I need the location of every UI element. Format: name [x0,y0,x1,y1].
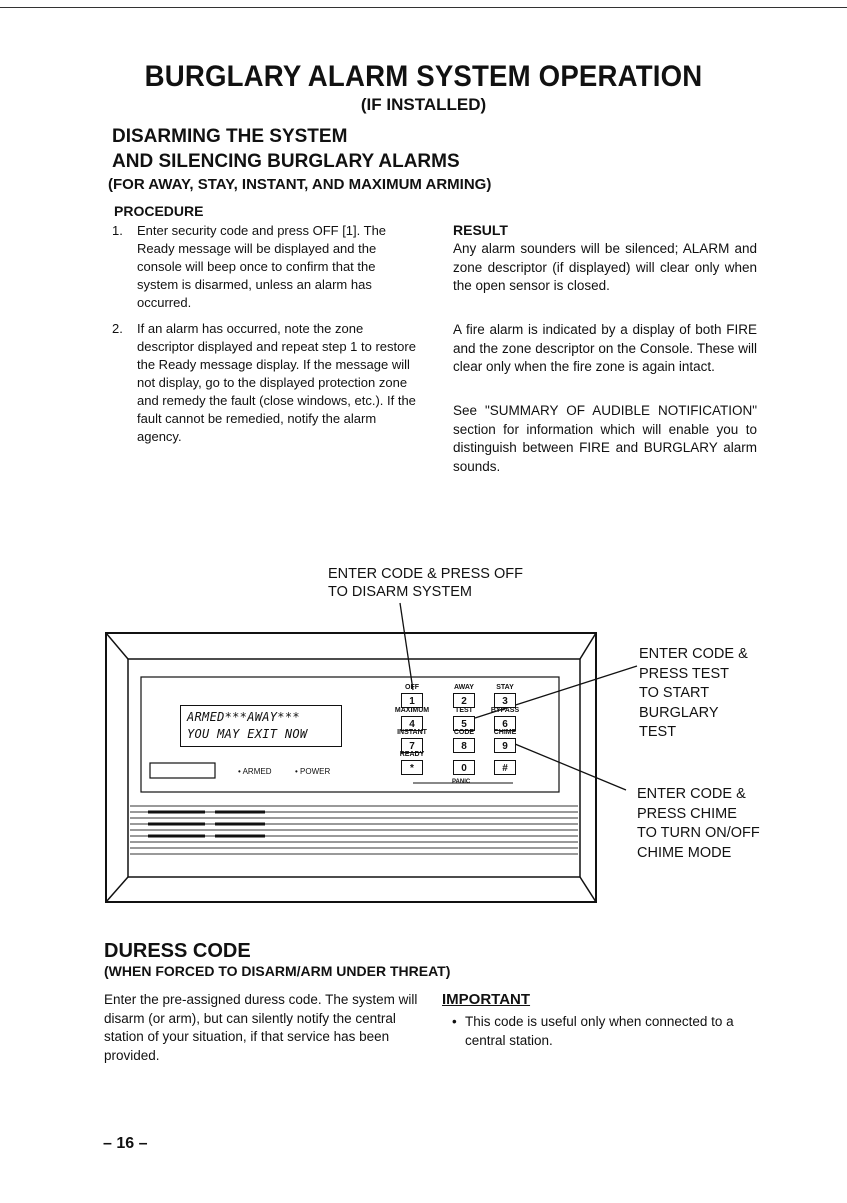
key-caption: CHIME [493,729,517,736]
callout-line: TEST [639,724,677,740]
important-bullet: • [452,1014,457,1029]
key-caption: CODE [453,729,475,736]
key-caption: STAY [496,684,514,691]
result-text: See "SUMMARY OF AUDIBLE NOTIFICATION" section for information which will enable you to distinguish between FIRE and BURGLARY alarm sounds. [453,403,757,474]
callout-off-line1: ENTER CODE & PRESS OFF [328,566,523,582]
page-number: – 16 – [103,1135,148,1152]
keypad-key[interactable]: 5 [453,716,475,731]
step-number: 2. [112,321,123,336]
important-label: IMPORTANT [442,991,531,1008]
duress-subheading: (WHEN FORCED TO DISARM/ARM UNDER THREAT) [104,963,451,979]
callout-line: ENTER CODE & [639,646,748,662]
keypad-key[interactable]: 0 [453,760,475,775]
result-text: A fire alarm is indicated by a display of both FIRE and the zone descriptor on the Console. These will clear only when the fire zone is again intact. [453,322,757,374]
keypad-key[interactable]: 2 [453,693,475,708]
keypad-key[interactable]: 1 [401,693,423,708]
power-indicator: • POWER [295,767,331,776]
key-caption: BYPASS [490,707,520,714]
keypad-key[interactable]: 9 [494,738,516,753]
key-caption: INSTANT [397,729,427,736]
callout-off-line2: TO DISARM SYSTEM [328,584,472,600]
step-text: Enter security code and press OFF [1]. The Ready message will be displayed and the console will beep once to confirm that the system is disarmed, unless an alarm has occurred. [137,223,387,310]
callout-line: TO START [639,685,710,701]
important-text: This code is useful only when connected to a central station. [465,1014,734,1048]
keypad-key[interactable]: 3 [494,693,516,708]
display-line-2: YOU MAY EXIT NOW [187,727,308,741]
section-heading-disarm-1: DISARMING THE SYSTEM [112,126,348,147]
result-text: Any alarm sounders will be silenced; ALARM and zone descriptor (if displayed) will clear only when the open sensor is closed. [453,241,757,293]
keypad-key[interactable]: 7 [401,738,423,753]
keypad-key[interactable]: 4 [401,716,423,731]
page-title: BURGLARY ALARM SYSTEM OPERATION [144,60,703,93]
panic-label: PANIC [452,779,471,785]
step-number: 1. [112,223,123,238]
step-text: If an alarm has occurred, note the zone descriptor displayed and repeat step 1 to restore the Ready message display. If the message will not display, go to the displayed protection zone and remedy the fault (close windows, etc.). If the fault cannot be remedied, notify the alarm agency. [137,321,416,444]
result-label: RESULT [453,222,508,238]
callout-line: PRESS TEST [639,665,729,682]
key-caption: READY [399,751,425,758]
duress-heading: DURESS CODE [104,940,251,962]
key-caption: TEST [455,707,473,714]
keypad-key[interactable]: 8 [453,738,475,753]
display-line-1: ARMED***AWAY*** [187,710,300,724]
duress-body: Enter the pre-assigned duress code. The system will disarm (or arm), but can silently notify the central station of your situation, if that service has been provided. [104,992,418,1063]
page-subtitle: (IF INSTALLED) [360,95,487,114]
keypad-key[interactable]: # [494,760,516,775]
callout-line: CHIME MODE [637,844,732,861]
callout-line: TO TURN ON/OFF [637,825,760,841]
callout-line: BURGLARY [639,704,719,721]
section-subheading-disarm: (FOR AWAY, STAY, INSTANT, AND MAXIMUM ARMING) [108,176,492,193]
armed-indicator: • ARMED [238,767,272,776]
procedure-label: PROCEDURE [114,203,204,219]
keypad-key[interactable]: * [401,760,423,775]
key-caption: AWAY [454,684,474,691]
callout-line: PRESS CHIME [637,805,737,822]
callout-line: ENTER CODE & [637,786,746,802]
key-caption: OFF [405,684,419,691]
key-caption: MAXIMUM [394,707,430,714]
console-display [180,705,342,747]
keypad-key[interactable]: 6 [494,716,516,731]
section-heading-disarm-2: AND SILENCING BURGLARY ALARMS [112,151,460,172]
